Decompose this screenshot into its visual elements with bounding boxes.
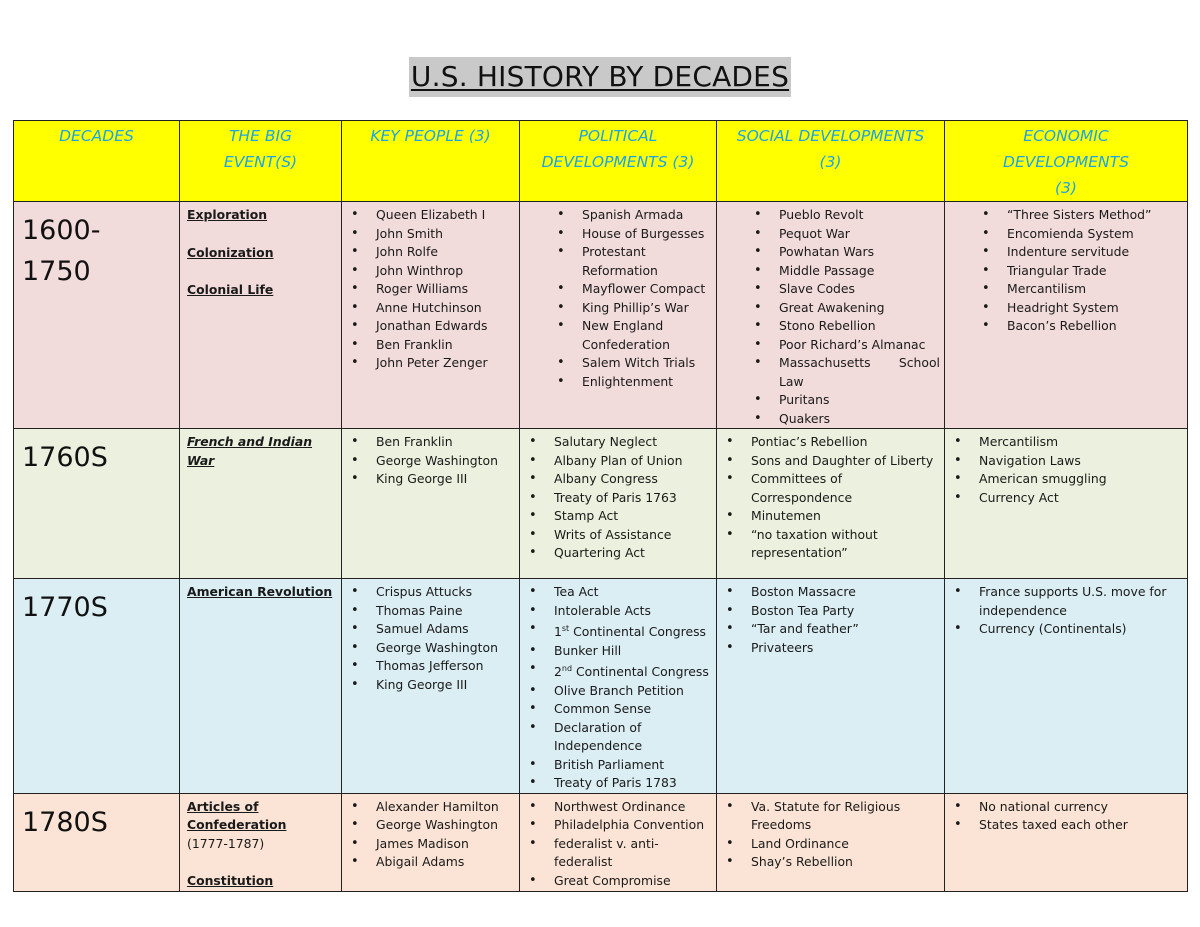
political-cell bbox=[520, 579, 717, 794]
list-item: • Jonathan Edwards bbox=[342, 317, 515, 336]
decade-label: 1770S bbox=[22, 592, 108, 623]
list-item: • Bacon’s Rebellion bbox=[973, 317, 1183, 336]
list-item: • Land Ordinance bbox=[717, 835, 940, 854]
list-item: • George Washington bbox=[342, 639, 515, 658]
decade-cell bbox=[14, 793, 180, 891]
list-item: • John Smith bbox=[342, 225, 515, 244]
list-item: • Northwest Ordinance bbox=[520, 798, 712, 817]
title-wrap bbox=[0, 57, 1200, 97]
list-item: • Pueblo Revolt bbox=[745, 206, 940, 225]
people-cell bbox=[342, 202, 520, 429]
list-item: • federalist v. anti-federalist bbox=[520, 835, 712, 872]
decade-label: 1760S bbox=[22, 442, 108, 473]
economic-cell bbox=[945, 202, 1188, 429]
people-cell bbox=[342, 579, 520, 794]
header-economic-line2: DEVELOPMENTS bbox=[1003, 153, 1129, 171]
header-big-events-line2: EVENT(S) bbox=[223, 153, 298, 171]
event-item: Confederation bbox=[187, 817, 287, 833]
list-item: • Va. Statute for Religious Freedoms bbox=[717, 798, 940, 835]
header-row bbox=[14, 121, 1188, 202]
list-item: • King George III bbox=[342, 676, 515, 695]
decade-line2: 1750 bbox=[22, 256, 91, 287]
list-item: • Powhatan Wars bbox=[745, 243, 940, 262]
header-social-line1: SOCIAL DEVELOPMENTS bbox=[736, 127, 925, 145]
list-item: • Stono Rebellion bbox=[745, 317, 940, 336]
economic-cell bbox=[945, 793, 1188, 891]
history-table bbox=[13, 120, 1188, 892]
header-key-people bbox=[342, 121, 520, 202]
events-cell bbox=[180, 579, 342, 794]
list-item: • Roger Williams bbox=[342, 280, 515, 299]
decade-label: 1780S bbox=[22, 806, 108, 838]
header-social-line2: (3) bbox=[819, 153, 842, 171]
list-item: • Intolerable Acts bbox=[520, 602, 712, 621]
page-title: U.S. HISTORY BY DECADES bbox=[409, 57, 791, 97]
list-item: • Thomas Paine bbox=[342, 602, 515, 621]
list-item: • John Rolfe bbox=[342, 243, 515, 262]
list-item: • States taxed each other bbox=[945, 816, 1183, 835]
decade-line1: 1600- bbox=[22, 215, 101, 246]
list-item: • Bunker Hill bbox=[520, 642, 712, 661]
decade-cell bbox=[14, 429, 180, 579]
list-item: • Massachusetts School Law bbox=[745, 354, 940, 391]
list-item: • John Peter Zenger bbox=[342, 354, 515, 373]
event-item: Exploration bbox=[187, 207, 268, 222]
list-item: • George Washington bbox=[342, 452, 515, 471]
list-item: • “Three Sisters Method” bbox=[973, 206, 1183, 225]
list-item: • Slave Codes bbox=[745, 280, 940, 299]
list-item: • Ben Franklin bbox=[342, 336, 515, 355]
header-economic bbox=[945, 121, 1188, 202]
header-big-events bbox=[180, 121, 342, 202]
header-decades-label: DECADES bbox=[59, 127, 134, 145]
list-item: • Alexander Hamilton bbox=[342, 798, 515, 817]
header-political-line2: DEVELOPMENTS (3) bbox=[541, 153, 695, 171]
list-item: • Poor Richard’s Almanac bbox=[745, 336, 940, 355]
header-decades bbox=[14, 121, 180, 202]
list-item: • Encomienda System bbox=[973, 225, 1183, 244]
list-item: • King George III bbox=[342, 470, 515, 489]
list-item: • Pequot War bbox=[745, 225, 940, 244]
economic-cell bbox=[945, 429, 1188, 579]
event-item: Constitution bbox=[187, 873, 274, 889]
table-row bbox=[14, 202, 1188, 429]
list-item: • Currency (Continentals) bbox=[945, 620, 1183, 639]
list-item: • Enlightenment bbox=[548, 373, 712, 392]
list-item: • House of Burgesses bbox=[548, 225, 712, 244]
list-item: • Albany Congress bbox=[520, 470, 712, 489]
list-item: • Puritans bbox=[745, 391, 940, 410]
events-cell bbox=[180, 429, 342, 579]
list-item: • New England Confederation bbox=[548, 317, 712, 354]
header-political-line1: POLITICAL bbox=[578, 127, 658, 145]
list-item: • Salem Witch Trials bbox=[548, 354, 712, 373]
list-item: • Mayflower Compact bbox=[548, 280, 712, 299]
list-item: • Great Compromise bbox=[520, 872, 712, 891]
social-cell bbox=[717, 793, 945, 891]
events-cell bbox=[180, 202, 342, 429]
table-row bbox=[14, 579, 1188, 794]
event-item: French and Indian War bbox=[187, 434, 313, 468]
list-item: • John Winthrop bbox=[342, 262, 515, 281]
list-item: • Privateers bbox=[717, 639, 940, 658]
list-item: • King Phillip’s War bbox=[548, 299, 712, 318]
header-economic-line3: (3) bbox=[1055, 179, 1077, 197]
list-item: • Middle Passage bbox=[745, 262, 940, 281]
social-cell bbox=[717, 202, 945, 429]
table-row bbox=[14, 429, 1188, 579]
event-item: American Revolution bbox=[187, 584, 333, 599]
list-item: • Mercantilism bbox=[973, 280, 1183, 299]
list-item: • Philadelphia Convention bbox=[520, 816, 712, 835]
political-cell bbox=[520, 202, 717, 429]
list-item: • James Madison bbox=[342, 835, 515, 854]
header-social bbox=[717, 121, 945, 202]
decade-cell bbox=[14, 202, 180, 429]
political-cell bbox=[520, 429, 717, 579]
list-item: • Sons and Daughter of Liberty bbox=[717, 452, 940, 471]
social-cell bbox=[717, 579, 945, 794]
list-item: • Crispus Attucks bbox=[342, 583, 515, 602]
list-item: • Ben Franklin bbox=[342, 433, 515, 452]
list-item: • Pontiac’s Rebellion bbox=[717, 433, 940, 452]
decade-cell bbox=[14, 579, 180, 794]
people-cell bbox=[342, 793, 520, 891]
list-item: • Tea Act bbox=[520, 583, 712, 602]
list-item: • George Washington bbox=[342, 816, 515, 835]
event-date: (1777-1787) bbox=[187, 835, 265, 851]
list-item: • Abigail Adams bbox=[342, 853, 515, 872]
list-item: • British Parliament bbox=[520, 756, 712, 775]
list-item: • France supports U.S. move for independence bbox=[945, 583, 1183, 620]
political-cell bbox=[520, 793, 717, 891]
header-political bbox=[520, 121, 717, 202]
header-key-people-label: KEY PEOPLE (3) bbox=[370, 127, 491, 145]
list-item: • “no taxation without representation” bbox=[717, 526, 940, 563]
list-item: • Currency Act bbox=[945, 489, 1183, 508]
list-item: • Committees of Correspondence bbox=[717, 470, 940, 507]
header-big-events-line1: THE BIG bbox=[228, 127, 293, 145]
events-cell bbox=[180, 793, 342, 891]
list-item: • Writs of Assistance bbox=[520, 526, 712, 545]
list-item: • Spanish Armada bbox=[548, 206, 712, 225]
list-item: • Thomas Jefferson bbox=[342, 657, 515, 676]
list-item: • Triangular Trade bbox=[973, 262, 1183, 281]
people-cell bbox=[342, 429, 520, 579]
list-item: • Boston Massacre bbox=[717, 583, 940, 602]
list-item: • Stamp Act bbox=[520, 507, 712, 526]
list-item: • Headright System bbox=[973, 299, 1183, 318]
list-item: • Salutary Neglect bbox=[520, 433, 712, 452]
list-item: • Common Sense bbox=[520, 700, 712, 719]
list-item: • Protestant Reformation bbox=[548, 243, 712, 280]
list-item: • 1st Continental Congress bbox=[520, 620, 712, 642]
decade-label bbox=[14, 202, 179, 292]
social-cell bbox=[717, 429, 945, 579]
list-item: • Samuel Adams bbox=[342, 620, 515, 639]
list-item: • Boston Tea Party bbox=[717, 602, 940, 621]
event-item: Colonization bbox=[187, 244, 274, 260]
list-item: • “Tar and feather” bbox=[717, 620, 940, 639]
event-item: Articles of bbox=[187, 798, 259, 814]
list-item: • Olive Branch Petition bbox=[520, 682, 712, 701]
list-item: • Shay’s Rebellion bbox=[717, 853, 940, 872]
list-item: • Indenture servitude bbox=[973, 243, 1183, 262]
economic-cell bbox=[945, 579, 1188, 794]
list-item: • Quakers bbox=[745, 410, 940, 429]
header-economic-line1: ECONOMIC bbox=[1023, 127, 1109, 145]
list-item: • Treaty of Paris 1763 bbox=[520, 489, 712, 508]
list-item: • 2nd Continental Congress bbox=[520, 660, 712, 682]
list-item: • Mercantilism bbox=[945, 433, 1183, 452]
list-item: • Queen Elizabeth I bbox=[342, 206, 515, 225]
table-row bbox=[14, 793, 1188, 891]
list-item: • Minutemen bbox=[717, 507, 940, 526]
list-item: • Anne Hutchinson bbox=[342, 299, 515, 318]
list-item: • Navigation Laws bbox=[945, 452, 1183, 471]
list-item: • Albany Plan of Union bbox=[520, 452, 712, 471]
list-item: • Treaty of Paris 1783 bbox=[520, 774, 712, 793]
list-item: • No national currency bbox=[945, 798, 1183, 817]
list-item: • American smuggling bbox=[945, 470, 1183, 489]
list-item: • Quartering Act bbox=[520, 544, 712, 563]
event-item: Colonial Life bbox=[187, 282, 274, 297]
list-item: • Great Awakening bbox=[745, 299, 940, 318]
list-item: • Declaration of Independence bbox=[520, 719, 712, 756]
